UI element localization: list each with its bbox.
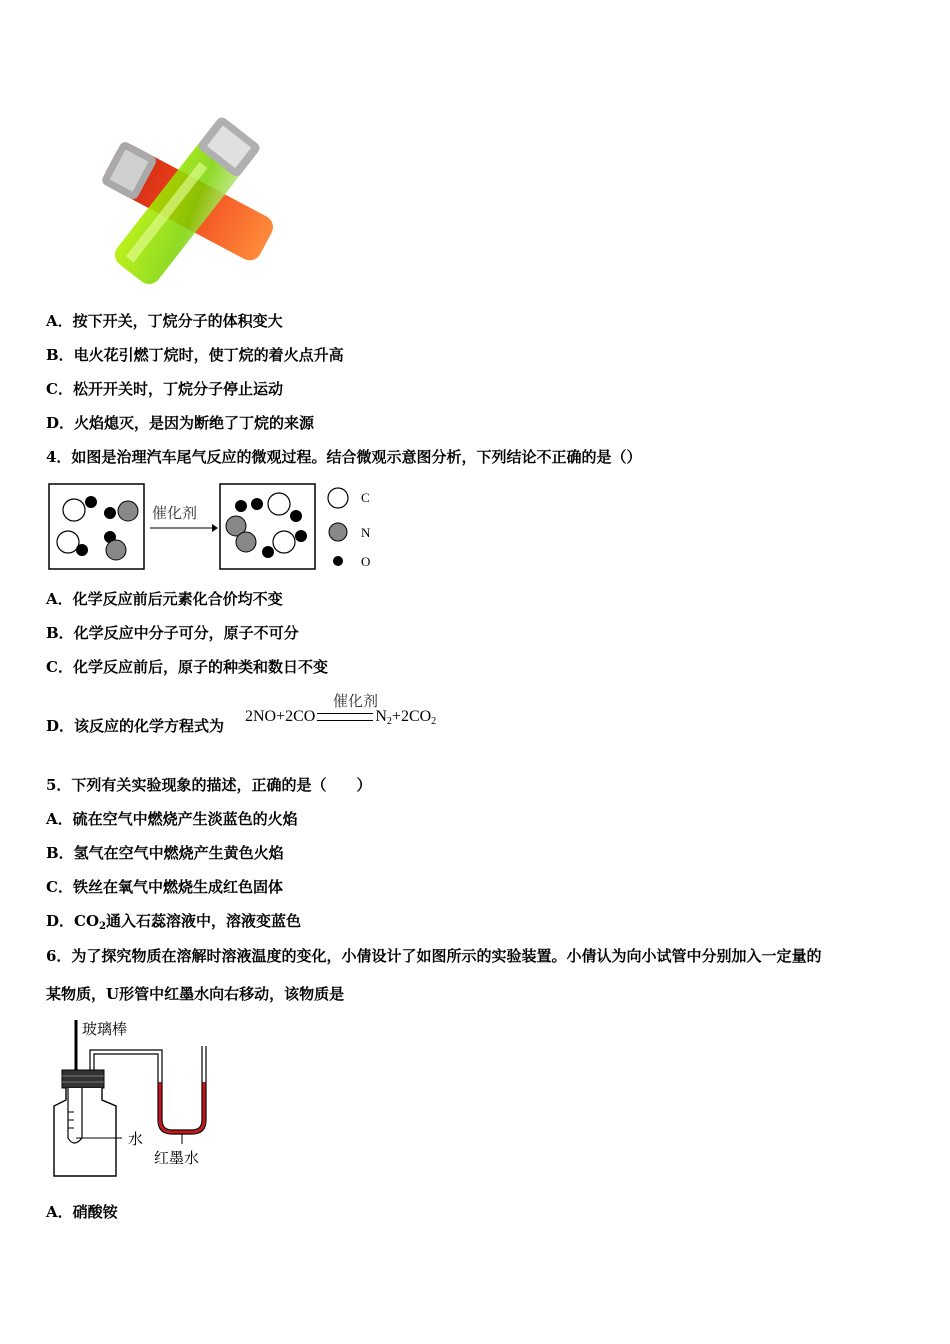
equation-sub-b: 2 [431,716,437,727]
equals-sign [317,713,373,721]
reaction-diagram [46,480,386,576]
q4-stem: 4．如图是治理汽车尾气反应的微观过程。结合微观示意图分析，下列结论不正确的是（） [46,448,642,466]
lighters-image [86,112,286,287]
q5-option-b: B．氢气在空气中燃烧产生黄色火焰 [46,844,284,862]
equation-sub-a: 2 [386,716,392,727]
label-red-ink: 红墨水 [154,1149,200,1167]
q4-option-d: D．该反应的化学方程式为 [46,717,225,735]
q3-option-d: D．火焰熄灭，是因为断绝了丁烷的来源 [46,414,315,432]
q5-option-d-b: 通入石蕊溶液中，溶液变蓝色 [105,912,301,930]
q4-option-a: A．化学反应前后元素化合价均不变 [46,590,283,608]
chemical-equation [245,690,485,740]
q4-option-c: C．化学反应前后，原子的种类和数日不变 [46,658,328,676]
equation-condition: 催化剂 [333,692,379,710]
label-water: 水 [128,1130,144,1148]
label-glass-rod: 玻璃棒 [82,1020,128,1038]
equation-co: +2CO [391,708,432,725]
q3-option-a: A．按下开关，丁烷分子的体积变大 [46,312,283,330]
q3-option-c: C．松开开关时，丁烷分子停止运动 [46,380,283,398]
legend-c: C [361,490,370,505]
q5-option-c: C．铁丝在氧气中燃烧生成红色固体 [46,878,283,896]
arrow-label: 催化剂 [152,504,198,522]
q3-option-b: B．电火花引燃丁烷时，使丁烷的着火点升高 [46,346,344,364]
legend-o: O [361,554,371,569]
q4-option-b: B．化学反应中分子可分，原子不可分 [46,624,299,642]
equation-reactants: 2NO+2CO [245,708,316,725]
q6-option-a: A．硝酸铵 [46,1203,118,1221]
q6-stem-line1: 6．为了探究物质在溶解时溶液温度的变化，小倩设计了如图所示的实验装置。小倩认为向小试管中分别加入一定量的 [46,947,822,965]
q5-stem: 5．下列有关实验现象的描述，正确的是（ ） [46,776,372,794]
equation-body [245,708,436,727]
q5-option-d-sub: 2 [99,921,106,932]
q5-option-d-a: D．CO [46,912,100,930]
equation-n: N [375,708,387,725]
legend-n: N [361,525,371,540]
q5-option-a: A．硫在空气中燃烧产生淡蓝色的火焰 [46,810,298,828]
q5-option-d [46,911,301,937]
q6-stem-line2: 某物质，U形管中红墨水向右移动，该物质是 [46,985,345,1003]
apparatus-diagram [46,1016,226,1184]
green-lighter [110,115,262,287]
